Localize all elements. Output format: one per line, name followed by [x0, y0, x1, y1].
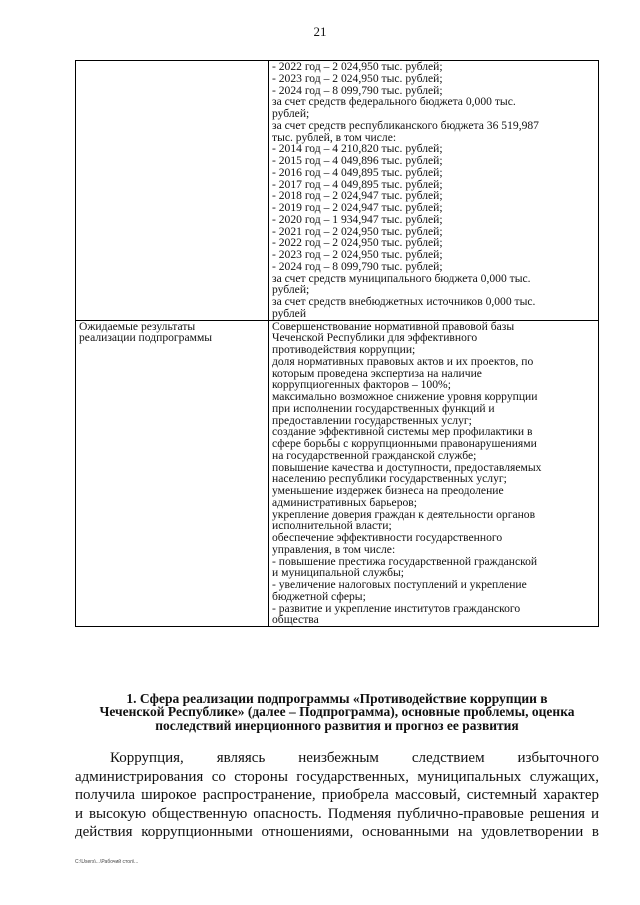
paragraph-line: и высокую общественную опасность. Подменяя публично-правовые решения и — [75, 805, 599, 822]
result-line: сфере борьбы с коррупционными правонарушениями — [272, 437, 537, 450]
paragraph-line: действия коррупционными отношениями, основанными на удовлетворении в — [75, 824, 599, 840]
funding-line: - 2019 год – 2 024,947 тыс. рублей; — [272, 201, 443, 214]
funding-line: - 2022 год – 2 024,950 тыс. рублей; — [272, 236, 443, 250]
result-line: коррупциогенных факторов – 100%; — [272, 378, 451, 392]
passport-table — [75, 60, 599, 627]
result-line: - развитие и укрепление институтов гражданского — [272, 601, 521, 615]
footer-file-path: С:\Users\...\Рабочий стол\... — [75, 859, 139, 865]
page-number: 21 — [313, 24, 327, 39]
funding-line: рублей; — [272, 283, 310, 297]
result-line: управления, в том числе: — [272, 542, 396, 556]
row-label-line: реализации подпрограммы — [79, 331, 213, 345]
result-line: укрепление доверия граждан к деятельности органов — [272, 507, 536, 521]
result-line: обеспечение эффективности государственного — [272, 531, 503, 544]
funding-line: - 2020 год – 1 934,947 тыс. рублей; — [272, 212, 443, 226]
funding-line: тыс. рублей, в том числе: — [272, 130, 397, 144]
paragraph-line: Коррупция, являясь неизбежным следствием избыточного — [110, 750, 599, 766]
result-line: предоставлении государственных услуг; — [272, 413, 472, 427]
result-line: максимально возможное снижение уровня коррупции — [272, 390, 538, 403]
funding-line: рублей — [272, 306, 307, 320]
funding-line: - 2024 год – 8 099,790 тыс. рублей; — [272, 259, 443, 273]
result-line: Совершенствование нормативной правовой базы — [272, 319, 515, 333]
table-cell-label — [76, 61, 269, 321]
funding-line: - 2022 год – 2 024,950 тыс. рублей; — [272, 60, 443, 73]
paragraph-line: получила широкое распространение, приобрела массовый, системный характер — [75, 787, 599, 803]
result-line: населению республики государственных услуг; — [272, 472, 507, 486]
result-line: - повышение престижа государственной гражданской — [272, 554, 538, 568]
row-label-line: Ожидаемые результаты — [79, 319, 196, 333]
heading-line: 1. Сфера реализации подпрограммы «Противодействие коррупции в — [126, 691, 548, 706]
result-line: на государственной гражданской службе; — [272, 448, 477, 462]
funding-line: - 2023 год – 2 024,950 тыс. рублей; — [272, 71, 443, 85]
table-cell-expected-results — [269, 320, 599, 627]
funding-line: - 2023 год – 2 024,950 тыс. рублей; — [272, 248, 443, 261]
result-line: доля нормативных правовых актов и их проектов, по — [272, 354, 534, 368]
funding-line: - 2024 год – 8 099,790 тыс. рублей; — [272, 83, 443, 97]
result-line: при исполнении государственных функций и — [272, 401, 495, 415]
result-line: исполнительной власти; — [272, 519, 392, 533]
result-line: которым проведена экспертиза на наличие — [272, 366, 482, 380]
funding-line: за счет средств республиканского бюджета 36 519,987 — [272, 118, 539, 132]
heading-line: последствий инерционного развития и прогноз ее развития — [155, 717, 519, 733]
result-line: уменьшение издержек бизнеса на преодоление — [272, 484, 504, 497]
body-paragraph — [75, 749, 599, 842]
table-cell-funding-lines — [269, 61, 599, 321]
result-line: общества — [272, 613, 319, 627]
result-line: создание эффективной системы мер профилактики в — [272, 425, 533, 439]
funding-line: за счет средств федерального бюджета 0,000 тыс. — [272, 95, 516, 109]
result-line: административных барьеров; — [272, 495, 417, 509]
table-row-expected-results — [76, 320, 599, 627]
result-line: повышение качества и доступности, предоставляемых — [272, 460, 542, 474]
funding-line: - 2021 год – 2 024,950 тыс. рублей; — [272, 224, 443, 238]
result-line: бюджетной сферы; — [272, 589, 366, 603]
heading-line: Чеченской Республике» (далее – Подпрограмма), основные проблемы, оценка — [99, 704, 575, 720]
funding-line: - 2014 год – 4 210,820 тыс. рублей; — [272, 142, 443, 156]
funding-line: за счет средств внебюджетных источников 0,000 тыс. — [272, 295, 536, 308]
funding-line: - 2016 год – 4 049,895 тыс. рублей; — [272, 165, 443, 179]
section-heading — [75, 692, 599, 732]
funding-line: - 2017 год – 4 049,895 тыс. рублей; — [272, 177, 443, 191]
table-row-funding — [76, 61, 599, 321]
funding-line: рублей; — [272, 107, 310, 120]
funding-line: - 2015 год – 4 049,896 тыс. рублей; — [272, 154, 443, 167]
table-cell-expected-results-label — [76, 320, 269, 627]
result-line: и муниципальной службы; — [272, 566, 405, 580]
result-line: противодействия коррупции; — [272, 343, 416, 356]
funding-line: - 2018 год – 2 024,947 тыс. рублей; — [272, 189, 443, 203]
paragraph-line: администрирования со стороны государственных, муниципальных служащих, — [75, 768, 599, 785]
result-line: Чеченской Республики для эффективного — [272, 331, 478, 345]
funding-line: за счет средств муниципального бюджета 0,000 тыс. — [272, 271, 531, 285]
result-line: - увеличение налоговых поступлений и укрепление — [272, 578, 527, 591]
